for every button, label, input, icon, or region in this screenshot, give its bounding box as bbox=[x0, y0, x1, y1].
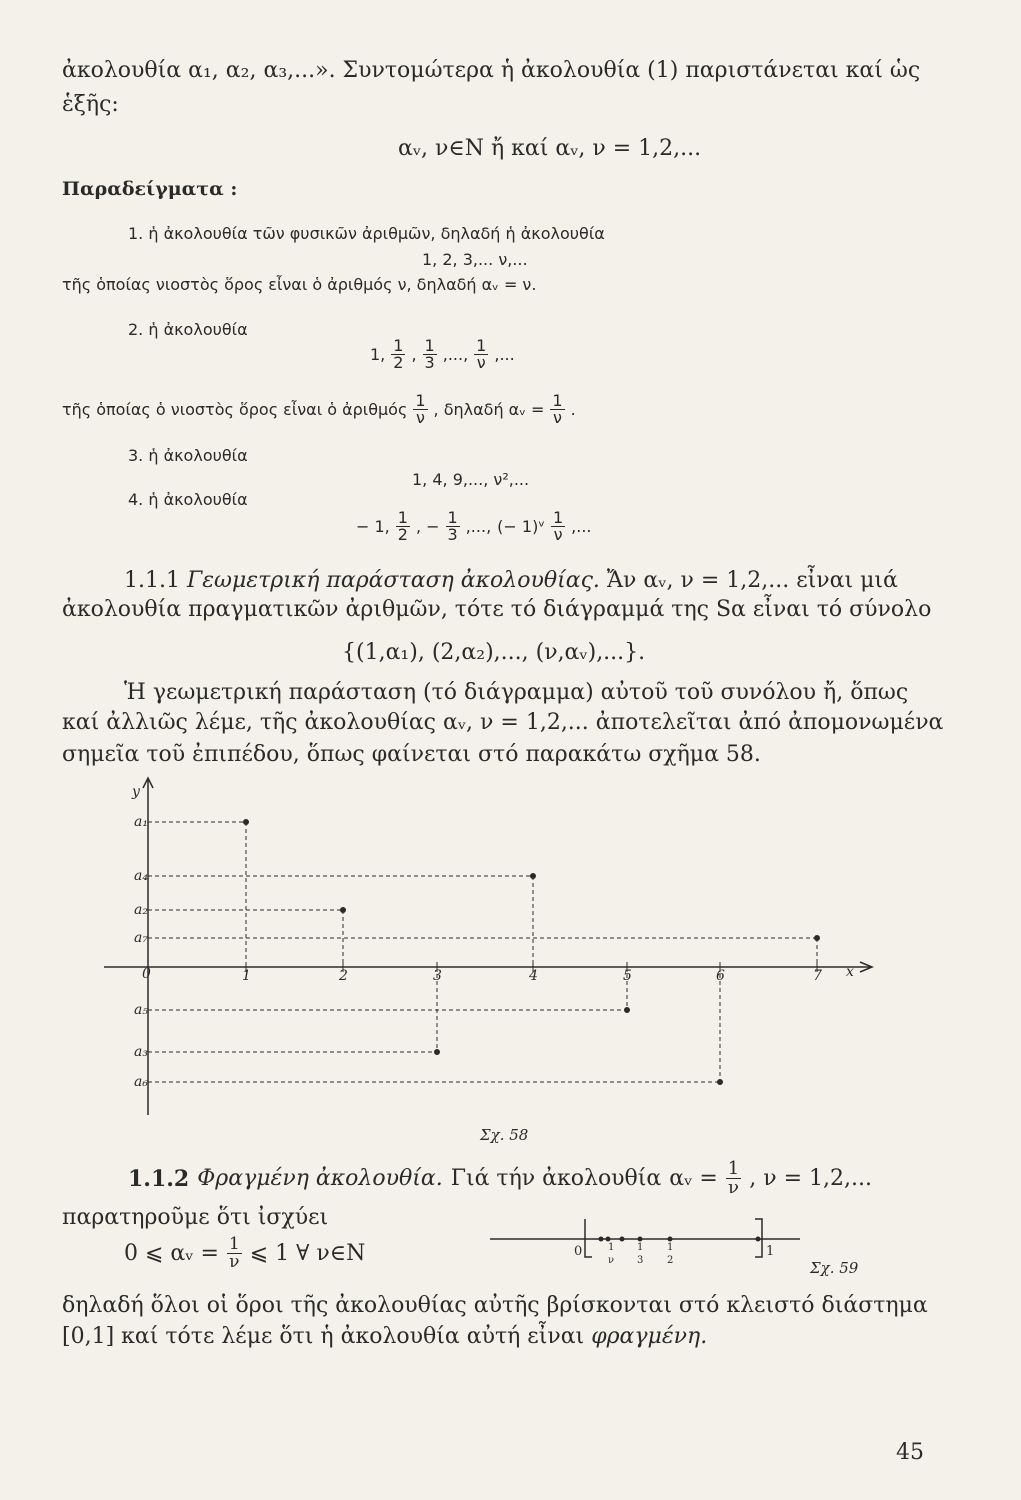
section-1-1-1-heading: 1.1.1 Γεωμετρική παράσταση ἀκολουθίας. Ἄν αᵥ, ν = 1,2,... εἶναι μιά bbox=[124, 568, 898, 593]
fraction-one-over-nu: $\frac{1}{\nu}$ bbox=[552, 508, 564, 544]
point-1-over-3 bbox=[638, 1237, 643, 1242]
fraction-one-over-nu: $\frac{1}{\nu}$ bbox=[727, 1158, 740, 1198]
paragraph-line-3: σημεῖα τοῦ ἐπιπέδου, ὅπως φαίνεται στό παρακάτω σχῆμα 58. bbox=[62, 742, 761, 767]
example-4-label: 4. ἡ ἀκολουθία bbox=[128, 490, 248, 509]
label-a6: a₆ bbox=[134, 1074, 148, 1090]
tick-label-two: 2 bbox=[667, 1255, 674, 1266]
paragraph-line-2: καί ἀλλιῶς λέμε, τῆς ἀκολουθίας αᵥ, ν = 1,2,... ἀποτελεῖται ἀπό ἀπομονωμένα bbox=[62, 710, 944, 735]
fraction-one-over-nu: $\frac{1}{\nu}$ bbox=[228, 1234, 240, 1272]
fraction-one-over-nu: $\frac{1}{\nu}$ bbox=[476, 336, 487, 372]
point-a6 bbox=[717, 1079, 723, 1085]
intro-line-1: ἀκολουθία α₁, α₂, α₃,...». Συντομώτερα ἡ ἀκολουθία (1) παριστάνεται καί ὡς bbox=[62, 58, 921, 83]
example-2-description: τῆς ὁποίας ὁ νιοστὸς ὅρος εἶναι ὁ ἀριθμός $\frac{1}{\nu}$ , δηλαδή αᵥ = $\frac{1}{\nu}$ . bbox=[62, 391, 576, 427]
tick-label-one: 1 bbox=[667, 1242, 674, 1253]
x-tick-label: 5 bbox=[623, 968, 632, 984]
section-1-1-2-heading: 1.1.2 Φραγμένη ἀκολουθία. Γιά τήν ἀκολουθία αᵥ = $\frac{1}{\nu}$ , ν = 1,2,... bbox=[128, 1158, 872, 1198]
figure-59-caption: Σχ. 59 bbox=[810, 1259, 859, 1277]
intro-formula: αᵥ, ν∈N ἤ καί αᵥ, ν = 1,2,... bbox=[398, 136, 702, 161]
point-1-over-nu bbox=[599, 1237, 604, 1242]
example-4-sequence: − 1, $\frac{1}{2}$ , − $\frac{1}{3}$ ,..., (− 1)ᵛ $\frac{1}{\nu}$ ,... bbox=[356, 508, 592, 544]
label-a3: a₃ bbox=[134, 1044, 148, 1060]
x-tick-label: 4 bbox=[529, 968, 538, 984]
fraction-one-third: $\frac{1}{3}$ bbox=[447, 508, 458, 544]
tick-label-one: 1 bbox=[608, 1242, 615, 1253]
figure-59 bbox=[480, 1205, 900, 1285]
example-1-sequence: 1, 2, 3,... ν,... bbox=[422, 250, 528, 269]
figure-58 bbox=[0, 770, 1021, 1150]
point-a3 bbox=[434, 1049, 440, 1055]
example-1-description: τῆς ὁποίας νιοστὸς ὅρος εἶναι ὁ ἀριθμός ν, δηλαδή αᵥ = ν. bbox=[62, 275, 537, 294]
tick-label-nu: ν bbox=[608, 1255, 615, 1266]
fraction-one-half: $\frac{1}{2}$ bbox=[397, 508, 408, 544]
example-3-sequence: 1, 4, 9,..., ν²,... bbox=[412, 470, 530, 489]
seq-term-1: 1, bbox=[370, 345, 386, 364]
point-a1 bbox=[243, 819, 249, 825]
point-1-over-2 bbox=[668, 1237, 673, 1242]
x-tick-label: 0 bbox=[142, 966, 151, 982]
intro-line-2: ἑξῆς: bbox=[62, 92, 119, 117]
fraction-one-third: $\frac{1}{3}$ bbox=[424, 336, 435, 372]
point-1 bbox=[756, 1237, 761, 1242]
point-a4 bbox=[530, 873, 536, 879]
x-tick-label: 7 bbox=[813, 968, 822, 984]
examples-heading: Παραδείγματα : bbox=[62, 178, 238, 200]
x-tick-label: 2 bbox=[339, 968, 348, 984]
point-a7 bbox=[814, 935, 820, 941]
label-a2: a₂ bbox=[134, 902, 148, 918]
conclusion-line-2: [0,1] καί τότε λέμε ὅτι ἡ ἀκολουθία αὐτή εἶναι φραγμένη. bbox=[62, 1324, 708, 1349]
y-axis-label: y bbox=[132, 784, 140, 800]
example-2-label: 2. ἡ ἀκολουθία bbox=[128, 320, 248, 339]
label-a4: a₄ bbox=[134, 868, 148, 884]
x-tick-label: 1 bbox=[242, 968, 251, 984]
point-a5 bbox=[624, 1007, 630, 1013]
point-1-over-nu bbox=[606, 1237, 611, 1242]
inequality: 0 ⩽ αᵥ = $\frac{1}{\nu}$ ⩽ 1 ∀ ν∈N bbox=[124, 1234, 366, 1272]
conclusion-line-1: δηλαδή ὅλοι οἱ ὅροι τῆς ἀκολουθίας αὐτῆς βρίσκονται στό κλειστό διάστημα bbox=[62, 1293, 928, 1318]
x-tick-label: 6 bbox=[716, 968, 725, 984]
fraction-one-over-nu: $\frac{1}{\nu}$ bbox=[552, 391, 563, 427]
page-number: 45 bbox=[896, 1440, 924, 1465]
x-axis-label: x bbox=[846, 964, 854, 980]
point-1-over-nu bbox=[620, 1237, 625, 1242]
section-1-1-1-line-2: ἀκολουθία πραγματικῶν ἀριθμῶν, τότε τό διάγραμμά της Sα εἶναι τό σύνολο bbox=[62, 597, 932, 622]
left-bracket bbox=[585, 1219, 592, 1257]
section-1-1-2-line-2: παρατηροῦμε ὅτι ἰσχύει bbox=[62, 1205, 329, 1230]
tick-label-one: 1 bbox=[637, 1242, 644, 1253]
label-a7: a₇ bbox=[134, 930, 148, 946]
label-a1: a₁ bbox=[134, 814, 148, 830]
tick-label-0: 0 bbox=[574, 1244, 583, 1259]
example-3-label: 3. ἡ ἀκολουθία bbox=[128, 446, 248, 465]
fraction-one-half: $\frac{1}{2}$ bbox=[393, 336, 404, 372]
x-tick-label: 3 bbox=[433, 968, 442, 984]
point-a2 bbox=[340, 907, 346, 913]
label-a5: a₅ bbox=[134, 1002, 148, 1018]
tick-label-three: 3 bbox=[637, 1255, 644, 1266]
tick-label-1: 1 bbox=[766, 1244, 775, 1259]
example-2-sequence: 1, $\frac{1}{2}$ , $\frac{1}{3}$ ,..., $\frac{1}{\nu}$ ,... bbox=[370, 336, 515, 372]
sequence-set: {(1,α₁), (2,α₂),..., (ν,αᵥ),...}. bbox=[342, 640, 646, 665]
figure-58-caption: Σχ. 58 bbox=[480, 1126, 529, 1144]
paragraph-line-1: Ἡ γεωμετρική παράσταση (τό διάγραμμα) αὐτοῦ τοῦ συνόλου ἤ, ὅπως bbox=[124, 680, 909, 705]
fraction-one-over-nu: $\frac{1}{\nu}$ bbox=[415, 391, 426, 427]
example-1-label: 1. ἡ ἀκολουθία τῶν φυσικῶν ἀριθμῶν, δηλαδή ἡ ἀκολουθία bbox=[128, 224, 605, 243]
